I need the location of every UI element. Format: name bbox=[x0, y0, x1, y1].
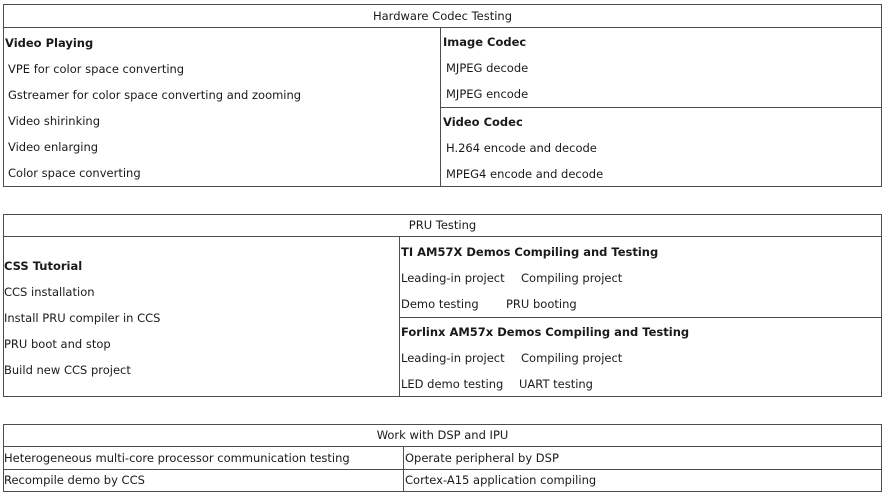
row-divider bbox=[400, 317, 881, 318]
list-item: MPEG4 encode and decode bbox=[446, 167, 604, 181]
list-item: Gstreamer for color space converting and zooming bbox=[8, 88, 302, 102]
list-item: VPE for color space converting bbox=[8, 62, 185, 76]
list-item: Demo testing bbox=[401, 297, 479, 311]
dsp-ipu-title: Work with DSP and IPU bbox=[4, 425, 881, 447]
image-codec-heading: Image Codec bbox=[443, 35, 527, 49]
list-item: Video shirinking bbox=[8, 114, 101, 128]
list-item: PRU boot and stop bbox=[4, 337, 111, 351]
list-item: Build new CCS project bbox=[4, 363, 131, 377]
list-item: Compiling project bbox=[521, 351, 623, 365]
table-cell: Heterogeneous multi-core processor communication testing bbox=[4, 451, 350, 465]
pru-testing-table bbox=[3, 214, 882, 397]
table-cell: Cortex-A15 application compiling bbox=[405, 473, 597, 487]
table-cell: Operate peripheral by DSP bbox=[405, 451, 559, 465]
ti-demos-heading: TI AM57X Demos Compiling and Testing bbox=[401, 245, 659, 259]
list-item: Leading-in project bbox=[401, 271, 505, 285]
list-item: CCS installation bbox=[4, 285, 95, 299]
pru-testing-title: PRU Testing bbox=[4, 215, 881, 237]
row-divider bbox=[441, 107, 881, 108]
css-tutorial-heading: CSS Tutorial bbox=[4, 259, 83, 273]
list-item: MJPEG encode bbox=[446, 87, 529, 101]
dsp-ipu-table bbox=[3, 424, 882, 492]
list-item: H.264 encode and decode bbox=[446, 141, 597, 155]
video-codec-heading: Video Codec bbox=[443, 115, 523, 129]
hardware-codec-title: Hardware Codec Testing bbox=[4, 5, 881, 28]
list-item: UART testing bbox=[519, 377, 593, 391]
list-item: Color space converting bbox=[8, 166, 141, 180]
list-item: Leading-in project bbox=[401, 351, 505, 365]
hardware-codec-table bbox=[3, 4, 882, 187]
list-item: MJPEG decode bbox=[446, 61, 529, 75]
list-item: Video enlarging bbox=[8, 140, 99, 154]
row-divider bbox=[4, 469, 881, 470]
forlinx-demos-heading: Forlinx AM57x Demos Compiling and Testing bbox=[401, 325, 690, 339]
list-item: Compiling project bbox=[521, 271, 623, 285]
list-item: LED demo testing bbox=[401, 377, 504, 391]
table-cell: Recompile demo by CCS bbox=[4, 473, 145, 487]
list-item: Install PRU compiler in CCS bbox=[4, 311, 161, 325]
list-item: PRU booting bbox=[506, 297, 577, 311]
video-playing-heading: Video Playing bbox=[5, 36, 94, 50]
